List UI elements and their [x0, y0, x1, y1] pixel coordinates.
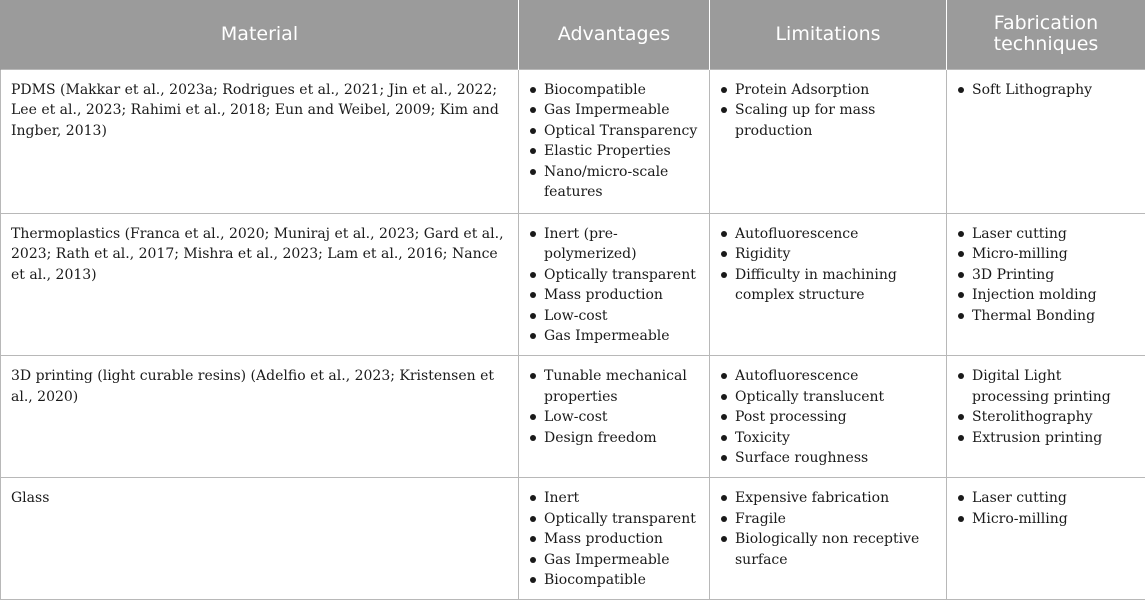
- list-item: Optically transparent: [528, 265, 700, 286]
- list-item: Protein Adsorption: [719, 80, 937, 101]
- bullet-icon: [721, 414, 727, 420]
- bullet-icon: [530, 333, 536, 339]
- advantages-cell: [519, 356, 710, 478]
- limitations-cell: [710, 213, 947, 356]
- bullet-icon: [958, 516, 964, 522]
- material-cell: 3D printing (light curable resins) (Adelfio et al., 2023; Kristensen et al., 2020): [1, 356, 519, 478]
- bullet-icon: [958, 272, 964, 278]
- list-item: Design freedom: [528, 428, 700, 449]
- bullet-icon: [721, 435, 727, 441]
- table-row: [1, 478, 1145, 600]
- list-item: Optically translucent: [719, 387, 937, 408]
- bullet-icon: [530, 87, 536, 93]
- header-advantages: Advantages: [519, 0, 710, 69]
- list-item: Expensive fabrication: [719, 488, 937, 509]
- list-item: Elastic Properties: [528, 141, 700, 162]
- header-fabrication: Fabrication techniques: [947, 0, 1145, 69]
- bullet-icon: [530, 128, 536, 134]
- header-row: [1, 0, 1145, 69]
- list-item: Surface roughness: [719, 448, 937, 469]
- list-item: Micro-milling: [956, 244, 1136, 265]
- list-item: Difficulty in machining complex structure: [719, 265, 937, 306]
- bullet-icon: [958, 313, 964, 319]
- list-item: Thermal Bonding: [956, 306, 1136, 327]
- bullet-icon: [530, 169, 536, 175]
- advantages-cell: [519, 69, 710, 213]
- list-item: Inert: [528, 488, 700, 509]
- list-item: Biocompatible: [528, 570, 700, 591]
- bullet-icon: [721, 516, 727, 522]
- bullet-icon: [530, 148, 536, 154]
- list-item: Injection molding: [956, 285, 1136, 306]
- bullet-icon: [721, 495, 727, 501]
- list-item: Gas Impermeable: [528, 100, 700, 121]
- fabrication-cell: [947, 356, 1145, 478]
- list-item: Laser cutting: [956, 224, 1136, 245]
- list-item: Nano/micro-scale features: [528, 162, 700, 203]
- advantages-cell: [519, 213, 710, 356]
- list-item: Biologically non receptive surface: [719, 529, 937, 570]
- bullet-icon: [721, 231, 727, 237]
- list-item: Sterolithography: [956, 407, 1136, 428]
- header-material: Material: [1, 0, 519, 69]
- bullet-icon: [958, 251, 964, 257]
- list-item: Low-cost: [528, 407, 700, 428]
- bullet-icon: [530, 292, 536, 298]
- advantages-list: [528, 80, 700, 204]
- limitations-cell: [710, 356, 947, 478]
- table-header: [1, 0, 1145, 69]
- bullet-icon: [530, 414, 536, 420]
- table-body: [1, 69, 1145, 600]
- limitations-list: [719, 366, 937, 469]
- list-item: Autofluorescence: [719, 366, 937, 387]
- fabrication-cell: [947, 213, 1145, 356]
- list-item: Optical Transparency: [528, 121, 700, 142]
- list-item: Tunable mechanical properties: [528, 366, 700, 407]
- list-item: Post processing: [719, 407, 937, 428]
- bullet-icon: [721, 272, 727, 278]
- bullet-icon: [721, 536, 727, 542]
- material-cell: PDMS (Makkar et al., 2023a; Rodrigues et al., 2021; Jin et al., 2022; Lee et al., 2023; Rahimi et al., 2018; Eun and Weibel, 2009; Kim and Ingber, 2013): [1, 69, 519, 213]
- limitations-cell: [710, 478, 947, 600]
- fabrication-cell: [947, 69, 1145, 213]
- bullet-icon: [958, 414, 964, 420]
- bullet-icon: [958, 87, 964, 93]
- list-item: Biocompatible: [528, 80, 700, 101]
- list-item: Digital Light processing printing: [956, 366, 1136, 407]
- list-item: Inert (pre-polymerized): [528, 224, 700, 265]
- header-limitations: Limitations: [710, 0, 947, 69]
- list-item: Extrusion printing: [956, 428, 1136, 449]
- bullet-icon: [530, 516, 536, 522]
- bullet-icon: [530, 313, 536, 319]
- bullet-icon: [721, 107, 727, 113]
- bullet-icon: [958, 231, 964, 237]
- list-item: Rigidity: [719, 244, 937, 265]
- list-item: Laser cutting: [956, 488, 1136, 509]
- list-item: Low-cost: [528, 306, 700, 327]
- bullet-icon: [958, 435, 964, 441]
- limitations-list: [719, 488, 937, 570]
- bullet-icon: [530, 435, 536, 441]
- bullet-icon: [721, 87, 727, 93]
- advantages-list: [528, 366, 700, 448]
- bullet-icon: [530, 577, 536, 583]
- bullet-icon: [530, 536, 536, 542]
- bullet-icon: [530, 231, 536, 237]
- bullet-icon: [958, 495, 964, 501]
- material-cell: Glass: [1, 478, 519, 600]
- advantages-list: [528, 488, 700, 591]
- table-row: [1, 69, 1145, 213]
- bullet-icon: [530, 373, 536, 379]
- bullet-icon: [530, 557, 536, 563]
- material-cell: Thermoplastics (Franca et al., 2020; Muniraj et al., 2023; Gard et al., 2023; Rath et al., 2017; Mishra et al., 2023; Lam et al., 2016; Nance et al., 2013): [1, 213, 519, 356]
- list-item: Mass production: [528, 529, 700, 550]
- list-item: Toxicity: [719, 428, 937, 449]
- list-item: Scaling up for mass production: [719, 100, 937, 141]
- list-item: Gas Impermeable: [528, 326, 700, 347]
- fabrication-list: [956, 366, 1136, 448]
- fabrication-list: [956, 488, 1136, 529]
- bullet-icon: [958, 292, 964, 298]
- limitations-list: [719, 80, 937, 142]
- table-row: [1, 213, 1145, 356]
- list-item: 3D Printing: [956, 265, 1136, 286]
- list-item: Autofluorescence: [719, 224, 937, 245]
- limitations-cell: [710, 69, 947, 213]
- list-item: Optically transparent: [528, 509, 700, 530]
- bullet-icon: [721, 373, 727, 379]
- advantages-cell: [519, 478, 710, 600]
- table-row: [1, 356, 1145, 478]
- limitations-list: [719, 224, 937, 306]
- fabrication-list: [956, 224, 1136, 327]
- bullet-icon: [530, 272, 536, 278]
- advantages-list: [528, 224, 700, 348]
- list-item: Mass production: [528, 285, 700, 306]
- bullet-icon: [530, 495, 536, 501]
- bullet-icon: [721, 251, 727, 257]
- fabrication-list: [956, 80, 1136, 101]
- bullet-icon: [721, 455, 727, 461]
- fabrication-cell: [947, 478, 1145, 600]
- list-item: Micro-milling: [956, 509, 1136, 530]
- bullet-icon: [958, 373, 964, 379]
- list-item: Fragile: [719, 509, 937, 530]
- bullet-icon: [530, 107, 536, 113]
- bullet-icon: [721, 394, 727, 400]
- list-item: Soft Lithography: [956, 80, 1136, 101]
- list-item: Gas Impermeable: [528, 550, 700, 571]
